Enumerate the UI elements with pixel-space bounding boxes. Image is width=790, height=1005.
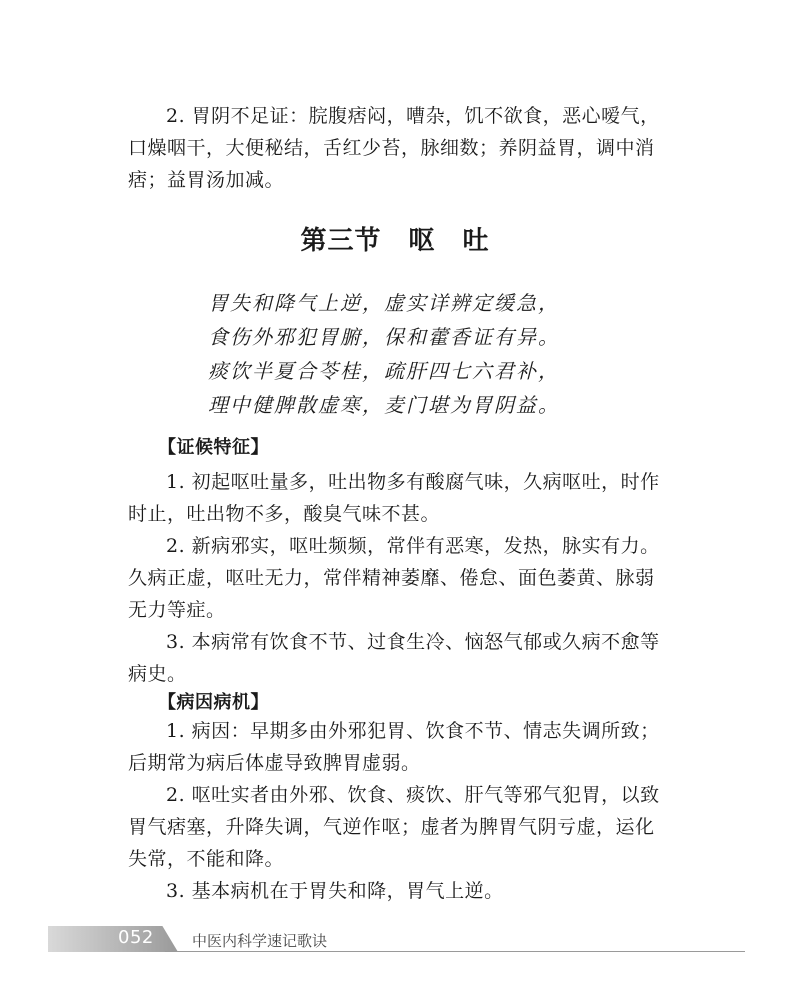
section-title: 第三节 呕 吐 bbox=[300, 226, 490, 256]
verse-line: 胃失和降气上逆，虚实详辨定缓急， bbox=[208, 291, 560, 315]
symptom-item-3: 3. 本病常有饮食不节、过食生冷、恼怒气郁或久病不愈等病史。 bbox=[128, 631, 660, 685]
symptom-item-1: 1. 初起呕吐量多，吐出物多有酸腐气味，久病呕吐，时作时止，吐出物不多，酸臭气味不甚。 bbox=[128, 471, 660, 525]
running-book-title: 中医内科学速记歌诀 bbox=[192, 932, 328, 950]
etiology-item-1: 1. 病因：早期多由外邪犯胃、饮食不节、情志失调所致；后期常为病后体虚导致脾胃虚弱。 bbox=[128, 720, 660, 774]
top-paragraph: 2. 胃阴不足证：脘腹痞闷，嘈杂，饥不欲食，恶心嗳气，口燥咽干，大便秘结，舌红少苔，脉细数；养阴益胃，调中消痞；益胃汤加减。 bbox=[128, 105, 660, 191]
etiology-heading: 【病因病机】 bbox=[158, 692, 269, 713]
symptoms-heading: 【证候特征】 bbox=[158, 437, 269, 458]
page-number: 052 bbox=[118, 927, 154, 948]
verse-line: 理中健脾散虚寒，麦门堪为胃阴益。 bbox=[208, 393, 560, 417]
etiology-item-2: 2. 呕吐实者由外邪、饮食、痰饮、肝气等邪气犯胃，以致胃气痞塞，升降失调，气逆作呕；虚者为脾胃气阴亏虚，运化失常，不能和降。 bbox=[128, 784, 660, 870]
symptom-item-2: 2. 新病邪实，呕吐频频，常伴有恶寒，发热，脉实有力。久病正虚，呕吐无力，常伴精神萎靡、倦怠、面色萎黄、脉弱无力等症。 bbox=[128, 535, 660, 621]
verse-line: 痰饮半夏合苓桂，疏肝四七六君补， bbox=[208, 359, 560, 383]
footer-page-tab bbox=[48, 926, 178, 952]
etiology-item-3: 3. 基本病机在于胃失和降，胃气上逆。 bbox=[166, 880, 504, 902]
verse-block bbox=[208, 286, 628, 422]
verse-line: 食伤外邪犯胃腑，保和藿香证有异。 bbox=[208, 325, 560, 349]
footer-rule bbox=[165, 951, 745, 952]
